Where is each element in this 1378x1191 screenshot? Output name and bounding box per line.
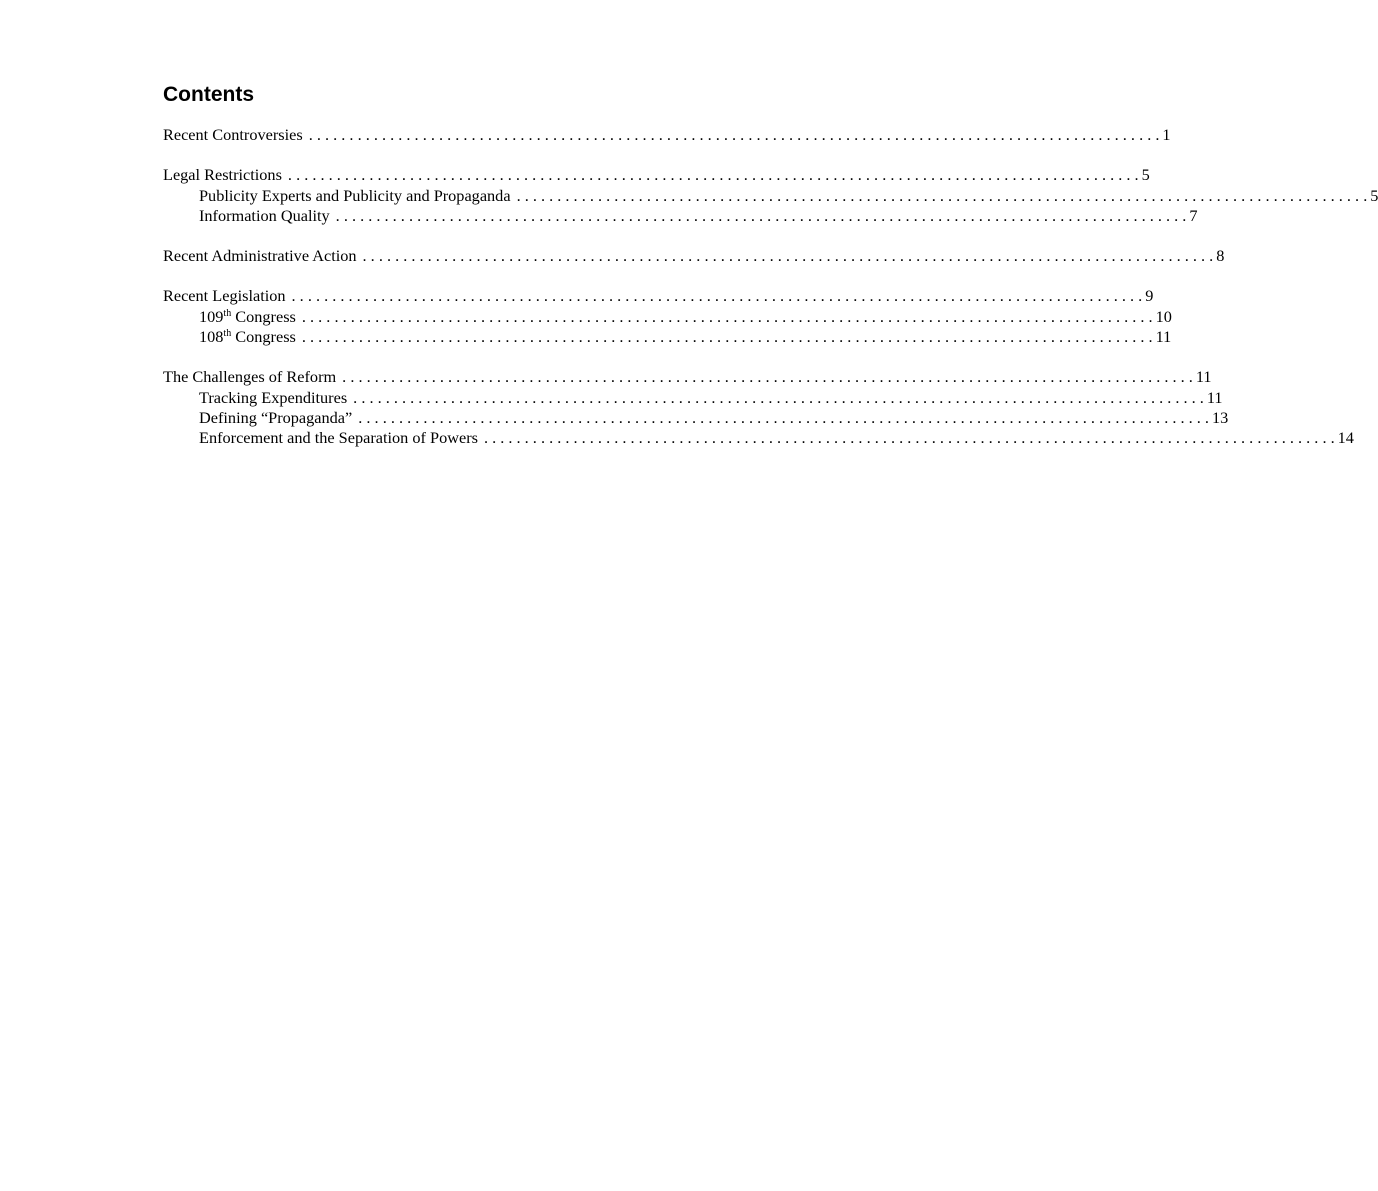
toc-entry-recent-legislation[interactable] (163, 286, 1154, 306)
toc-entry-title: Recent Administrative Action (163, 246, 357, 266)
toc-page-number: 9 (1145, 286, 1154, 306)
toc-entry-title: Recent Controversies (163, 125, 303, 144)
toc-entry-108th-congress[interactable] (163, 327, 1172, 347)
toc-page-number: 11 (1195, 367, 1212, 387)
toc-entry-title: Information Quality (199, 205, 330, 225)
dot-leader: . . . . . . . . . . . . . . . . . . . . . . . . . . . . . . . . . . . . . . . . . . . . . . . . . . . . . . . . . . . . . . . . . . . . . . . . . . . . . . . . . . . . . . . . . . . . . . . . . . . . . . . . . (291, 286, 1143, 306)
congress-label: Congress (231, 306, 296, 326)
dot-leader: . . . . . . . . . . . . . . . . . . . . . . . . . . . . . . . . . . . . . . . . . . . . . . . . . . . . . . . . . . . . . . . . . . . . . . . . . . . . . . . . . . . . . . . . . . . . . . . . . . . . . . . . . (483, 428, 1335, 448)
dot-leader: . . . . . . . . . . . . . . . . . . . . . . . . . . . . . . . . . . . . . . . . . . . . . . . . . . . . . . . . . . . . . . . . . . . . . . . . . . . . . . . . . . . . . . . . . . . . . . . . . . . . . . . . . (301, 306, 1153, 326)
toc-entry-title: The Challenges of Reform (163, 367, 337, 387)
toc-entry-information-quality[interactable] (163, 205, 1198, 226)
dot-leader: . . . . . . . . . . . . . . . . . . . . . . . . . . . . . . . . . . . . . . . . . . . . . . . . . . . . . . . . . . . . . . . . . . . . . . . . . . . . . . . . . . . . . . . . . . . . . . . . . . . . . . . . . (287, 165, 1139, 185)
toc-entry-recent-controversies[interactable] (163, 125, 1171, 145)
toc-page-number: 11 (1206, 387, 1223, 407)
toc-entry-recent-admin-action[interactable] (163, 246, 1225, 266)
toc-group-reform (163, 367, 1354, 448)
toc-entry-title (199, 327, 302, 347)
toc-entry-title: Recent Legislation (163, 286, 286, 306)
dot-leader: . . . . . . . . . . . . . . . . . . . . . . . . . . . . . . . . . . . . . . . . . . . . . . . . . . . . . . . . . . . . . . . . . . . . . . . . . . . . . . . . . . . . . . . . . . . . . . . . . . . . . . . . . (362, 246, 1214, 266)
toc-page-number: 1 (1162, 125, 1171, 144)
toc-entry-title: Enforcement and the Separation of Powers (199, 428, 478, 448)
toc-page-number: 7 (1189, 205, 1198, 225)
toc-group-legislation (163, 286, 1172, 347)
congress-number: 108 (199, 327, 224, 347)
toc-entry-challenges-of-reform[interactable] (163, 367, 1212, 387)
toc-page (163, 82, 1378, 469)
toc-page-number: 5 (1141, 165, 1150, 185)
toc-entry-defining-propaganda[interactable] (163, 407, 1229, 428)
toc-group-controversies (163, 125, 1171, 145)
toc-group-admin (163, 246, 1225, 266)
toc-page-number: 13 (1211, 407, 1229, 427)
toc-page-number: 8 (1216, 246, 1225, 266)
toc-entry-title: Legal Restrictions (163, 165, 282, 185)
toc-group-legal (163, 165, 1378, 226)
dot-leader: . . . . . . . . . . . . . . . . . . . . . . . . . . . . . . . . . . . . . . . . . . . . . . . . . . . . . . . . . . . . . . . . . . . . . . . . . . . . . . . . . . . . . . . . . . . . . . . . . . . . . . . . . (342, 367, 1193, 387)
toc-page-number: 10 (1155, 306, 1172, 326)
toc-page-number: 5 (1370, 185, 1378, 205)
dot-leader: . . . . . . . . . . . . . . . . . . . . . . . . . . . . . . . . . . . . . . . . . . . . . . . . . . . . . . . . . . . . . . . . . . . . . . . . . . . . . . . . . . . . . . . . . . . . . . . . . . . . . . . . . (335, 205, 1187, 225)
toc-entry-title: Publicity Experts and Publicity and Propaganda (199, 185, 511, 205)
toc-list (163, 125, 1378, 449)
toc-entry-title (199, 307, 302, 327)
ordinal-suffix: th (223, 307, 232, 319)
congress-label: Congress (231, 327, 296, 347)
congress-number: 109 (199, 306, 224, 326)
toc-entry-publicity-experts[interactable] (163, 185, 1378, 206)
dot-leader: . . . . . . . . . . . . . . . . . . . . . . . . . . . . . . . . . . . . . . . . . . . . . . . . . . . . . . . . . . . . . . . . . . . . . . . . . . . . . . . . . . . . . . . . . . . . . . . . . . . . . . . . . (358, 407, 1209, 427)
dot-leader: . . . . . . . . . . . . . . . . . . . . . . . . . . . . . . . . . . . . . . . . . . . . . . . . . . . . . . . . . . . . . . . . . . . . . . . . . . . . . . . . . . . . . . . . . . . . . . . . . . . . . . . . . (308, 125, 1160, 144)
toc-entry-legal-restrictions[interactable] (163, 165, 1150, 185)
page-title: Contents (163, 83, 254, 106)
dot-leader: . . . . . . . . . . . . . . . . . . . . . . . . . . . . . . . . . . . . . . . . . . . . . . . . . . . . . . . . . . . . . . . . . . . . . . . . . . . . . . . . . . . . . . . . . . . . . . . . . . . . . . . . . (301, 327, 1153, 347)
toc-entry-title: Tracking Expenditures (199, 387, 348, 407)
toc-page-number: 11 (1155, 327, 1172, 347)
toc-entry-tracking-expenditures[interactable] (163, 387, 1223, 408)
ordinal-suffix: th (223, 328, 232, 340)
dot-leader: . . . . . . . . . . . . . . . . . . . . . . . . . . . . . . . . . . . . . . . . . . . . . . . . . . . . . . . . . . . . . . . . . . . . . . . . . . . . . . . . . . . . . . . . . . . . . . . . . . . . . . . . . (353, 387, 1204, 407)
toc-page-number: 14 (1337, 428, 1354, 448)
toc-entry-109th-congress[interactable] (163, 306, 1172, 327)
toc-entry-title: Defining “Propaganda” (199, 407, 353, 427)
dot-leader: . . . . . . . . . . . . . . . . . . . . . . . . . . . . . . . . . . . . . . . . . . . . . . . . . . . . . . . . . . . . . . . . . . . . . . . . . . . . . . . . . . . . . . . . . . . . . . . . . . . . . . . . . (516, 185, 1368, 205)
toc-entry-enforcement[interactable] (163, 428, 1354, 448)
